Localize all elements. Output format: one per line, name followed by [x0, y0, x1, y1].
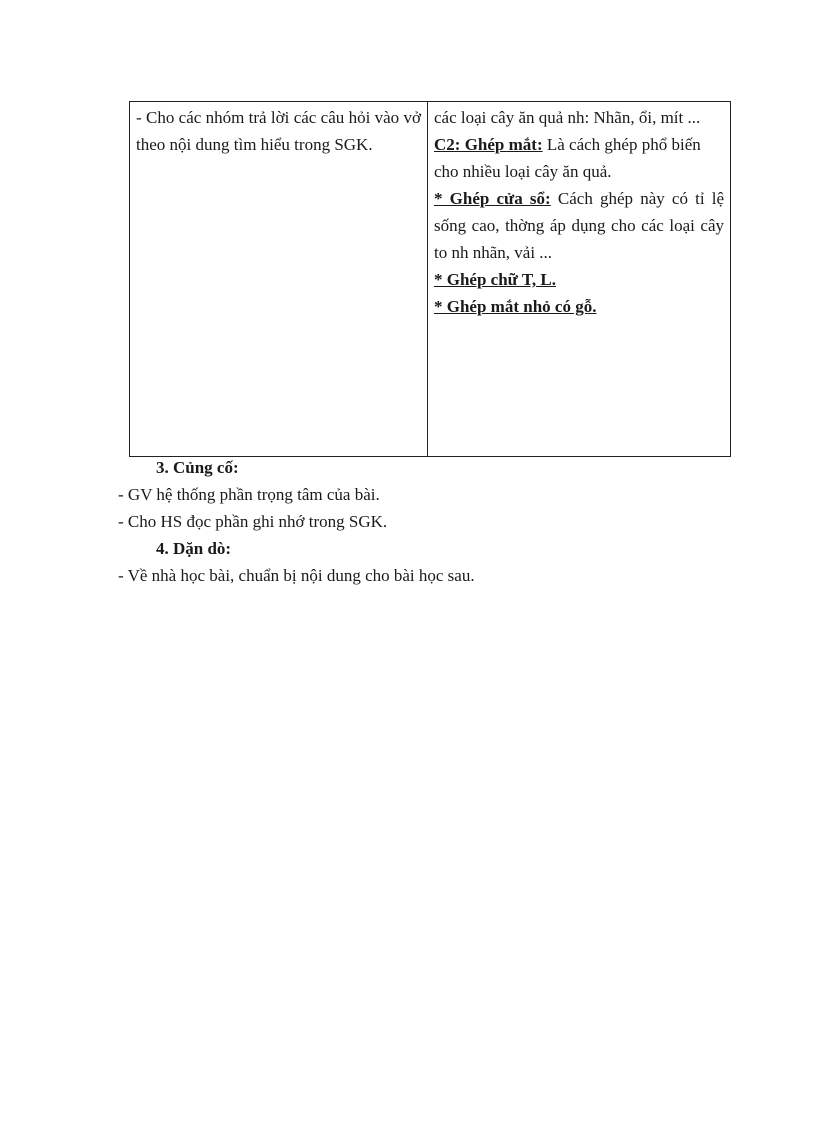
- lesson-table: [129, 101, 731, 457]
- table-row: [130, 102, 731, 457]
- c2-paragraph: [434, 131, 724, 185]
- tl-graft-paragraph: [434, 266, 724, 293]
- c2-heading: C2: Ghép mắt:: [434, 135, 543, 154]
- section-3-item-2: - Cho HS đọc phần ghi nhớ trong SGK.: [118, 512, 388, 531]
- tl-graft-heading: * Ghép chữ T, L.: [434, 270, 556, 289]
- section-4-heading: 4. Dặn dò:: [156, 539, 232, 558]
- window-graft-heading: * Ghép cửa sổ:: [434, 189, 551, 208]
- lesson-sections: [118, 454, 718, 589]
- section-3-heading: 3. Củng cố:: [156, 458, 239, 477]
- teacher-activity-text: - Cho các nhóm trả lời các câu hỏi vào vở theo nội dung tìm hiểu trong SGK.: [136, 108, 421, 154]
- window-graft-paragraph: [434, 185, 724, 266]
- section-3-item-1: - GV hệ thống phần trọng tâm của bài.: [118, 485, 380, 504]
- content-cell: [428, 102, 731, 457]
- window-graft-text: Cách ghép này có tỉ lệ sống cao, thờng áp dụng cho các loại cây to nh nhãn, vải ...: [434, 189, 725, 262]
- small-bud-graft-paragraph: [434, 293, 724, 320]
- c2-text: Là cách ghép phổ biến cho nhiều loại cây ăn quả.: [434, 135, 701, 181]
- section-4-item-1: - Về nhà học bài, chuẩn bị nội dung cho bài học sau.: [118, 566, 475, 585]
- fruit-tree-examples: các loại cây ăn quả nh: Nhãn, ổi, mít ...: [434, 108, 701, 127]
- small-bud-graft-heading: * Ghép mắt nhỏ có gỗ.: [434, 297, 597, 316]
- teacher-activity-cell: [130, 102, 428, 457]
